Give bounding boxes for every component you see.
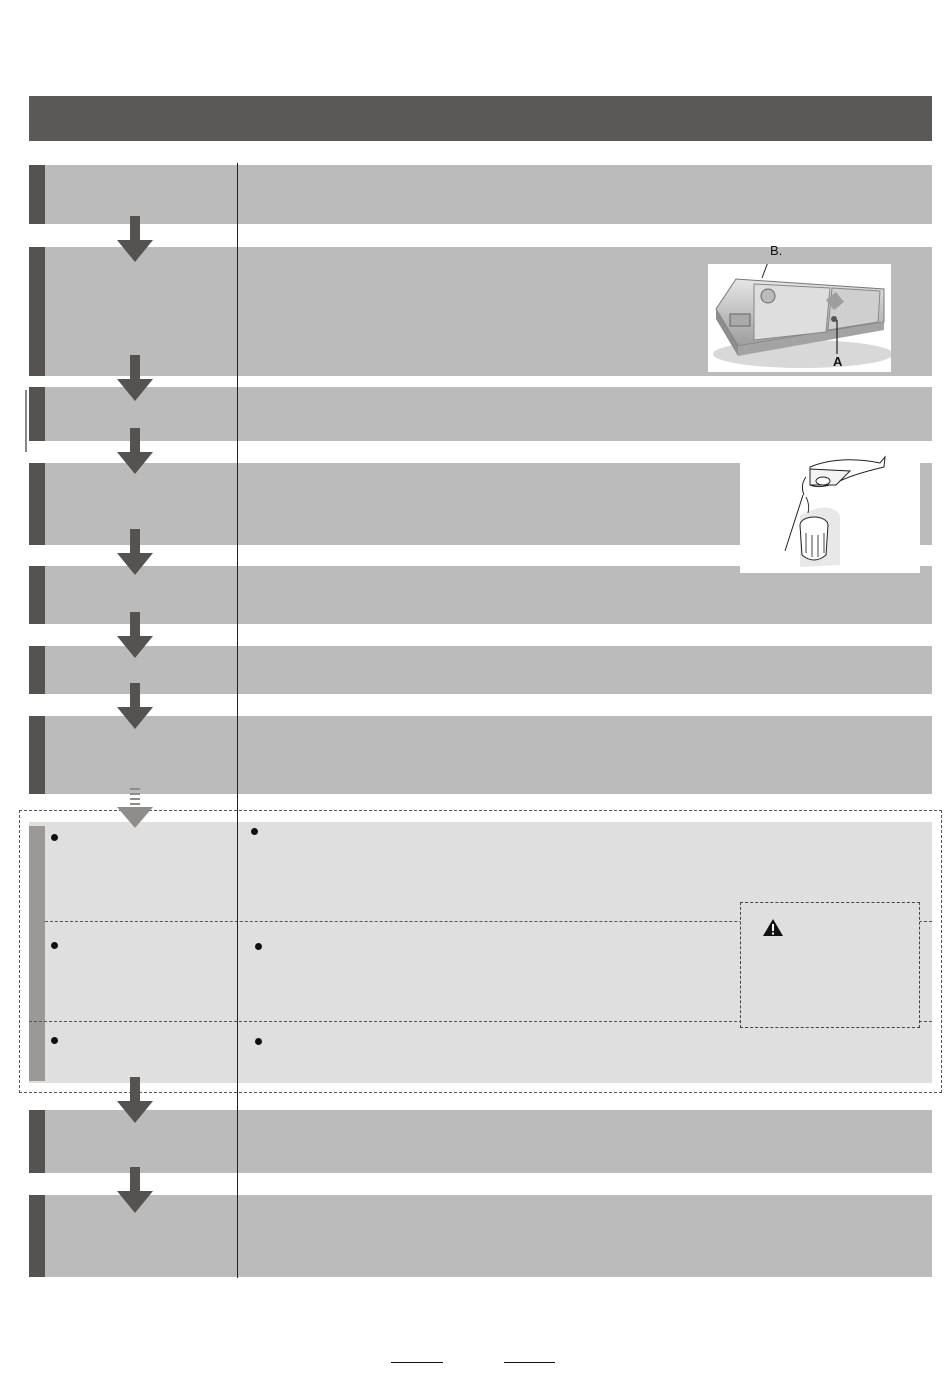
step-6-band — [29, 646, 932, 694]
bullet — [255, 1038, 262, 1045]
hand-pouring-drawing — [740, 455, 920, 573]
step-tab — [29, 1195, 45, 1277]
step-tab — [29, 1110, 45, 1173]
step-tab — [29, 566, 45, 624]
bullet — [51, 1037, 58, 1044]
arrow-down-icon — [117, 612, 153, 660]
section-header-bar — [29, 96, 932, 141]
figure-label-b: B. — [770, 243, 783, 258]
arrow-down-icon — [117, 1077, 153, 1125]
dashed-arrow-down-icon — [117, 788, 153, 836]
column-divider — [237, 163, 238, 1278]
arrow-down-icon — [117, 355, 153, 403]
edge-mark — [25, 390, 27, 452]
step-1-band — [29, 165, 932, 224]
bullet — [255, 943, 262, 950]
optional-steps-tab — [29, 826, 45, 1081]
step-tab — [29, 247, 45, 376]
warning-triangle-icon — [762, 918, 784, 937]
step-tab — [29, 463, 45, 545]
bullet — [251, 828, 258, 835]
figure-label-a: A — [833, 354, 843, 369]
callout-lines — [708, 264, 891, 372]
step-tab — [29, 165, 45, 224]
rinse-aid-filling-illustration — [740, 455, 920, 573]
arrow-down-icon — [117, 529, 153, 577]
step-tab — [29, 646, 45, 694]
footer-underline-right — [504, 1362, 555, 1363]
arrow-down-icon — [117, 216, 153, 264]
bullet — [51, 942, 58, 949]
footer-underline-left — [391, 1362, 443, 1363]
arrow-down-icon — [117, 683, 153, 731]
step-3-band — [29, 387, 932, 441]
bullet — [51, 834, 58, 841]
step-9-band — [29, 1195, 932, 1277]
caution-box — [740, 902, 920, 1028]
step-8-band — [29, 1110, 932, 1173]
arrow-down-icon — [117, 1167, 153, 1215]
detergent-dispenser-illustration — [708, 243, 891, 372]
step-tab — [29, 716, 45, 794]
step-5-band — [29, 566, 932, 624]
arrow-down-icon — [117, 428, 153, 476]
step-7-band — [29, 716, 932, 794]
step-tab — [29, 387, 45, 441]
